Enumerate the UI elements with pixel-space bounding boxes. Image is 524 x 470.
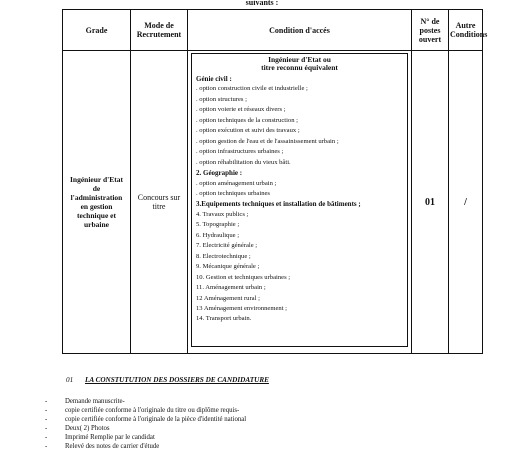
document-label: Demande manuscrite- <box>65 398 125 405</box>
condition-line: 11. Aménagement urbain ; <box>196 284 266 292</box>
autre-cell: / <box>449 51 483 354</box>
condition-line: 12 Aménagement rural ; <box>196 294 260 302</box>
bullet-dash: - <box>45 416 48 423</box>
table-row <box>63 51 483 354</box>
header-mode: Mode de Recrutement <box>131 10 188 51</box>
mode-cell: Concours sur titre <box>131 51 188 354</box>
header-text: suivants : <box>245 0 279 7</box>
bullet-dash: - <box>45 434 48 441</box>
postes-cell: 01 <box>412 51 449 354</box>
condition-line: . option voierie et réseaux divers ; <box>196 106 286 114</box>
bullet-dash: - <box>45 398 48 405</box>
document-label: Imprimé Remplie par le candidat <box>65 434 155 441</box>
condition-line: . option gestion de l'eau et de l'assainissement urbain ; <box>196 137 339 145</box>
condition-line: 3.Equipements techniques et installation de bâtiments ; <box>196 200 361 209</box>
condition-line: 10. Gestion et techniques urbaines ; <box>196 273 291 281</box>
section-number: 01 <box>66 376 74 384</box>
document-label: Relevé des notes de carrier d'étude <box>65 443 160 450</box>
condition-line: 7. Electricité générale ; <box>196 242 258 250</box>
condition-line: . option exécution et suivi des travaux ; <box>196 127 300 135</box>
list-item <box>45 397 246 406</box>
list-item <box>45 424 246 433</box>
condition-title: Ingénieur d'Etat ou <box>268 55 331 64</box>
grade-cell: Ingénieur d'Etat de l'administration en gestion technique et urbaine <box>63 51 131 354</box>
condition-box <box>191 53 408 347</box>
document-label: copie certifiée conforme à l'originale de la pièce d'identité national <box>65 416 247 423</box>
bullet-dash: - <box>45 425 48 432</box>
list-item <box>45 442 246 451</box>
condition-line: 2. Géographie : <box>196 169 243 178</box>
header-condition: Condition d'accés <box>188 10 412 51</box>
bullet-dash: - <box>45 443 48 450</box>
condition-line: . option techniques urbaines <box>196 189 270 197</box>
condition-list <box>196 74 403 325</box>
document-label: Deux( 2) Photos <box>65 425 110 432</box>
condition-line: . option réhabilitation du vieux bâti. <box>196 158 291 166</box>
condition-line: Génie civil : <box>196 75 232 83</box>
condition-line: 6. Hydraulique ; <box>196 231 240 239</box>
condition-line: 5. Topographie ; <box>196 221 240 229</box>
list-item <box>45 406 246 415</box>
bullet-dash: - <box>45 407 48 414</box>
condition-line: 14. Transport urbain. <box>196 315 252 323</box>
header-postes: N° de postes ouvert <box>412 10 449 51</box>
condition-line: . option infrastructures urbaines ; <box>196 148 284 156</box>
list-item <box>45 415 246 424</box>
documents-list <box>45 397 246 451</box>
condition-line: 13 Aménagement environnement ; <box>196 304 288 312</box>
section-title: LA CONSTUTUTION DES DOSSIERS DE CANDIDATURE <box>84 376 269 384</box>
condition-cell <box>188 51 412 354</box>
table-header-row <box>63 10 483 51</box>
condition-line: 8. Electrotechnique ; <box>196 252 251 260</box>
condition-line: . option structures ; <box>196 95 247 103</box>
section-heading <box>66 376 269 384</box>
condition-line: 9. Mécanique générale ; <box>196 263 260 271</box>
condition-line: 4. Travaux publics ; <box>196 210 249 218</box>
condition-line: . option aménagement urbain ; <box>196 179 277 187</box>
recruitment-table <box>62 9 488 354</box>
document-label: copie certifiée conforme à l'originale du titre ou diplôme requis- <box>65 407 240 414</box>
condition-line: . option techniques de la construction ; <box>196 116 298 124</box>
header-autre: Autre Conditions <box>449 10 483 51</box>
list-item <box>45 433 246 442</box>
condition-subtitle: titre reconnu équivalent <box>261 63 338 72</box>
condition-line: . option construction civile et industrielle ; <box>196 85 308 93</box>
header-grade: Grade <box>63 10 131 51</box>
